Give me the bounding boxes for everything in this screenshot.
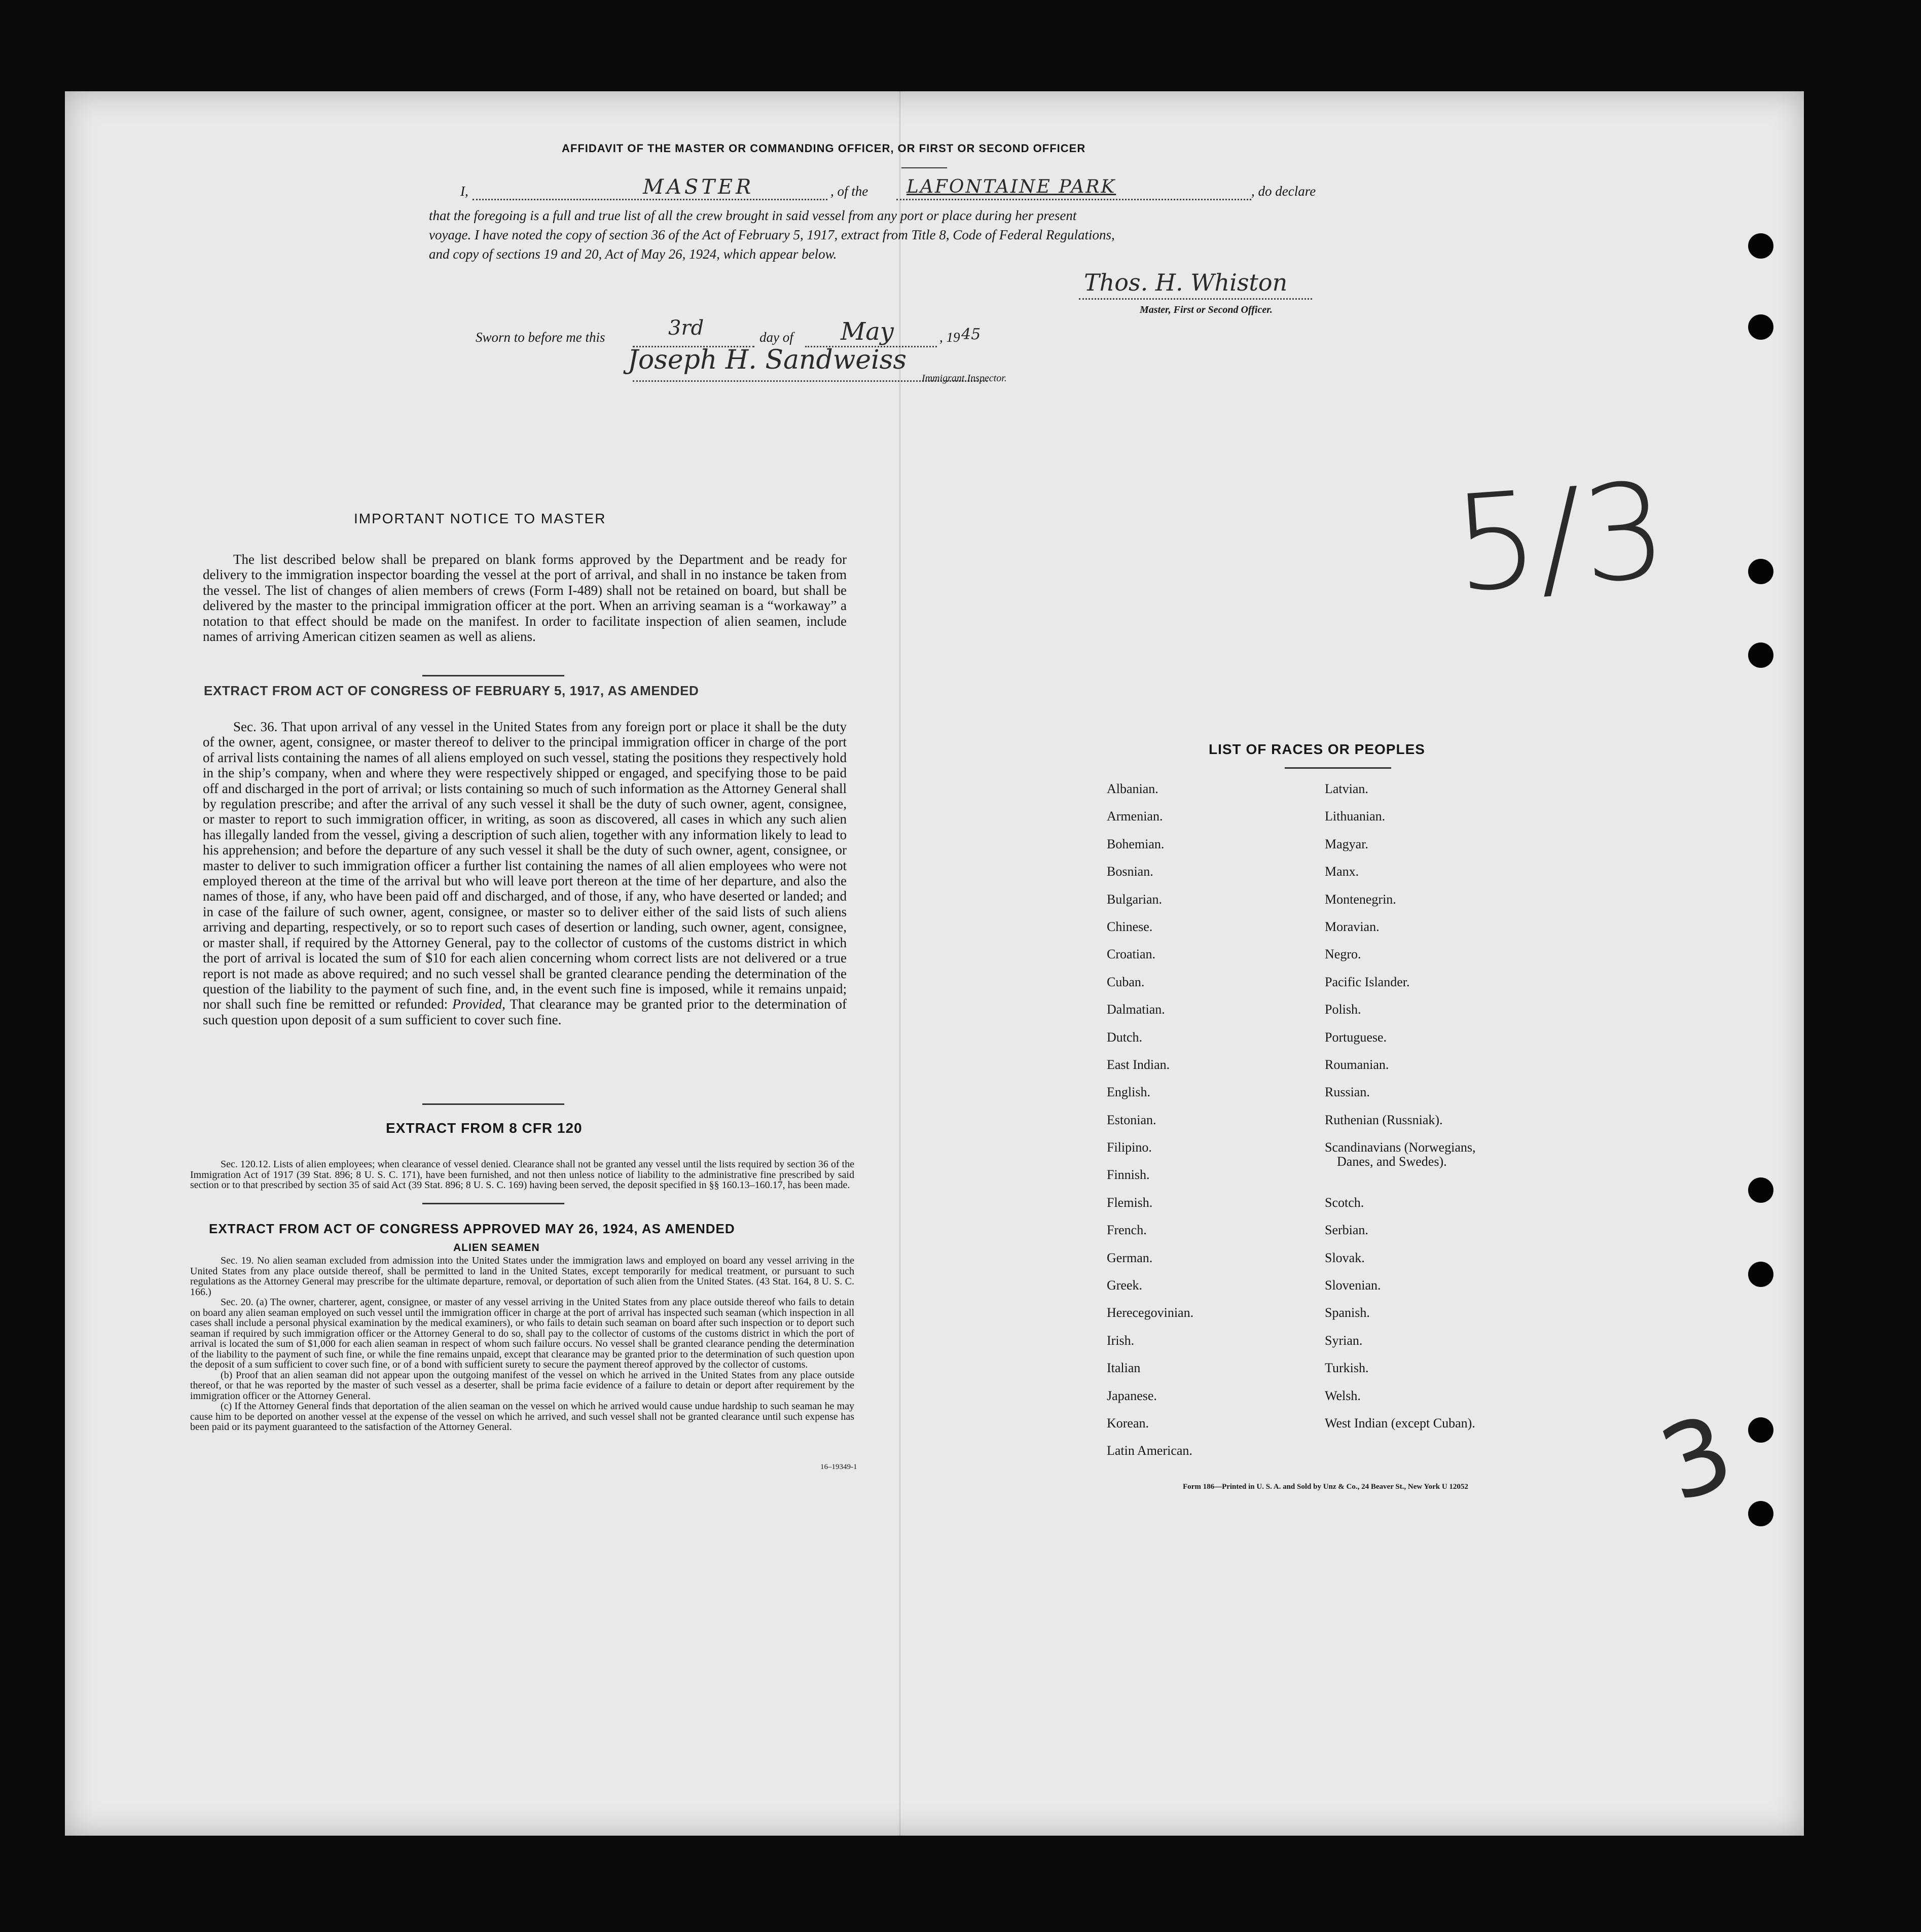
race-item: Negro.	[1325, 947, 1361, 962]
race-item: Dutch.	[1107, 1029, 1143, 1045]
race-item: Syrian.	[1325, 1333, 1363, 1348]
form-code: 16–19349-1	[820, 1463, 857, 1471]
notice-text: The list described below shall be prepared on blank forms approved by the Department and be ready for delivery to the immigration inspector boarding the vessel at the port of arrival, and shall in no instance be taken from the vessel. The list of changes of alien members of crews (Form I-489) shall not be retained on board, but shall be delivered by the master to the principal immigration officer at the port. When an arriving seaman is a “workaway” a notation to that effect should be made on the manifest. In order to facilitate inspection of alien seamen, include names of arriving American citizen seamen as well as aliens.	[203, 552, 847, 645]
punch-hole	[1748, 642, 1773, 668]
race-item: English.	[1107, 1085, 1150, 1100]
officer-title-line	[473, 199, 827, 200]
race-item: Slovenian.	[1325, 1278, 1381, 1293]
race-item: Armenian.	[1107, 809, 1163, 824]
statement-line-3: and copy of sections 19 and 20, Act of May 26, 1924, which appear below.	[429, 246, 837, 262]
race-item: Croatian.	[1107, 947, 1156, 962]
race-item: Korean.	[1107, 1415, 1149, 1430]
document-page	[65, 91, 1804, 1836]
race-item: Chinese.	[1107, 919, 1153, 934]
race-item: Welsh.	[1325, 1388, 1361, 1403]
punch-hole	[1748, 1262, 1773, 1287]
race-item: Bosnian.	[1107, 864, 1153, 879]
race-item: Latin American.	[1107, 1443, 1192, 1458]
inspector-caption: Immigrant Inspector.	[922, 373, 1007, 384]
master-signature: Thos. H. Whiston	[1084, 269, 1288, 296]
race-item: Ruthenian (Russniak).	[1325, 1112, 1443, 1127]
punch-hole	[1748, 233, 1773, 259]
declaration-line	[460, 175, 1322, 204]
race-item: Latvian.	[1325, 781, 1368, 796]
punch-hole	[1748, 1177, 1773, 1203]
affidavit-title: AFFIDAVIT OF THE MASTER OR COMMANDING OFFICER, OR FIRST OR SECOND OFFICER	[562, 142, 1086, 155]
sec-20b-text: (b) Proof that an alien seaman did not appear upon the outgoing manifest of the vessel on which he arrived in the United States from any place outside thereof, or that he was reported by the master of such vessel as a deserter, shall be prima facie evidence of a failure to detain or deport after requirement by the immigration officer or the Attorney General.	[190, 1369, 854, 1402]
sworn-month-handwritten: May	[841, 317, 894, 346]
race-item: East Indian.	[1107, 1057, 1170, 1072]
race-item: Scandinavians (Norwegians,	[1325, 1140, 1476, 1155]
punch-hole	[1748, 314, 1773, 340]
sworn-label: Sworn to before me this	[476, 330, 605, 345]
race-item: Albanian.	[1107, 781, 1158, 796]
race-item: Lithuanian.	[1325, 809, 1386, 824]
extract-1917-text	[203, 719, 847, 1027]
extract-cfr-text: Sec. 120.12. Lists of alien employees; when clearance of vessel denied. Clearance shall not be granted any vessel until the lists required by section 36 of the Immigration Act of 1917 (39 Stat. 896; 8 U. S. C. 171), have been furnished, and not then unless notice of liability to the administrative fine prescribed by said section or to that prescribed by section 35 of said Act (39 Stat. 896; 8 U. S. C. 169) having been served, the deposit specified in §§ 160.13–160.17, has been made.	[190, 1159, 854, 1191]
day-of-label: day of	[759, 330, 793, 345]
race-item: Russian.	[1325, 1085, 1370, 1100]
race-item: Bohemian.	[1107, 836, 1165, 851]
race-item: Scotch.	[1325, 1195, 1364, 1210]
handwritten-corner-number: 3	[1646, 1392, 1748, 1525]
statement-line-1: that the foregoing is a full and true list of all the crew brought in said vessel from any port or place during her present	[429, 208, 1077, 223]
race-item: Finnish.	[1107, 1167, 1150, 1183]
extract-cfr-rule	[422, 1203, 564, 1204]
vessel-name-handwritten: LAFONTAINE PARK	[907, 176, 1116, 197]
title-rule	[901, 167, 947, 168]
do-declare-label: , do declare	[1251, 184, 1316, 199]
race-item: Serbian.	[1325, 1223, 1368, 1238]
race-item: Estonian.	[1107, 1112, 1156, 1127]
handwritten-sheet-number: 5/3	[1448, 454, 1672, 622]
race-item: Slovak.	[1325, 1250, 1365, 1265]
races-right-column	[1325, 782, 1475, 1444]
year-suffix-handwritten: 45	[961, 326, 981, 343]
race-item: Greek.	[1107, 1278, 1143, 1293]
race-item: Pacific Islander.	[1325, 974, 1410, 989]
punch-hole	[1748, 1501, 1773, 1526]
punch-hole	[1748, 1417, 1773, 1443]
sworn-day-handwritten: 3rd	[668, 316, 704, 340]
sec-20c-text: (c) If the Attorney General finds that deportation of the alien seaman on the vessel on which he arrived would cause undue hardship to such seaman he may cause him to be deported on another vessel at the expense of the vessel on which he arrived, and such vessel shall not be granted clearance until such expense has been paid or its payment guaranteed to the satisfaction of the Attorney General.	[190, 1401, 854, 1433]
sec-19-text: Sec. 19. No alien seaman excluded from admission into the United States under the immigration laws and employed on board any vessel arriving in the United States from any place outside thereof, shall be permitted to land in the United States, except temporarily for medical treatment, or pursuant to such regulations as the Attorney General may prescribe for the ultimate departure, removal, or deportation of such alien from the United States. (43 Stat. 164, 8 U. S. C. 166.)	[190, 1255, 854, 1298]
sec-36-text: Sec. 36. That upon arrival of any vessel in the United States from any foreign port or place it shall be the duty of the owner, agent, consignee, or master thereof to deliver to the principal immigration officer in charge of the port of arrival lists containing the names of all aliens employed on such vessel, stating the positions they respectively hold in the ship’s company, when and where they were respectively shipped or engaged, and specifying those to be paid off and discharged in the port of arrival; or lists containing so much of such information as the Attorney General shall by regulation prescribe; and after the arrival of any such vessel it shall be the duty of such owner, agent, consignee, or master to report to such immigration officer, in writing, as soon as discovered, all cases in which any such alien has illegally landed from the vessel, giving a description of such alien, together with any information likely to lead to his apprehension; and before the departure of any such vessel it shall be the duty of such owner, agent, consignee, or master to deliver to such immigration officer a further list containing the names of all alien employees who were not employed thereon at the time of the arrival but who will leave port thereon at the time of her departure, and also the names of those, if any, who have been paid off and discharged, and of those, if any, who have deserted or landed; and in case of the failure of such owner, agent, consignee, or master so to deliver either of the said lists of such aliens arriving and departing, respectively, or so to report such cases of desertion or landing, such owner, agent, consignee, or master shall, if required by the Attorney General, pay to the collector of customs of the customs district in which the port of arrival is located the sum of $10 for each alien concerning whom correct lists are not delivered or a true report is not made as above required; and no such vessel shall be granted clearance pending the determination of the question of the liability to the payment of such fine, and, in the event such fine is imposed, while it remains unpaid; nor shall such fine be remitted or refunded:	[203, 719, 847, 1012]
race-item: Italian	[1107, 1361, 1141, 1376]
sec-36-text-end: That clearance may be granted prior to the determination of such question upon deposit of a sum sufficient to cover such fine.	[203, 996, 847, 1027]
race-item: French.	[1107, 1223, 1147, 1238]
race-item: Spanish.	[1325, 1305, 1370, 1320]
race-item: Portuguese.	[1325, 1029, 1387, 1045]
year-prefix: , 19	[939, 330, 960, 345]
race-item: Dalmatian.	[1107, 1002, 1165, 1017]
race-item: Flemish.	[1107, 1195, 1153, 1210]
extract-1917-rule	[422, 1103, 564, 1105]
race-item: Polish.	[1325, 1002, 1361, 1017]
affidavit-statement	[429, 206, 1331, 264]
vessel-name-line	[896, 199, 1251, 200]
officer-title-handwritten: MASTER	[643, 175, 754, 199]
races-rule	[1285, 767, 1391, 769]
race-item: Roumanian.	[1325, 1057, 1389, 1072]
punch-hole	[1748, 559, 1773, 584]
race-item: Montenegrin.	[1325, 891, 1396, 907]
races-left-column	[1107, 782, 1193, 1472]
statement-line-2: voyage. I have noted the copy of section 36 of the Act of February 5, 1917, extract from Title 8, Code of Federal Regulations,	[429, 227, 1115, 242]
master-caption: Master, First or Second Officer.	[1140, 304, 1273, 315]
master-signature-line	[1079, 298, 1312, 300]
race-item: Filipino.	[1107, 1140, 1152, 1155]
race-item: Turkish.	[1325, 1361, 1369, 1376]
race-item: Moravian.	[1325, 919, 1380, 934]
of-the-label: , of the	[830, 184, 868, 199]
race-item: Herecegovinian.	[1107, 1305, 1194, 1320]
race-item: Danes, and Swedes).	[1337, 1154, 1447, 1169]
extract-1924-title: EXTRACT FROM ACT OF CONGRESS APPROVED MAY 26, 1924, AS AMENDED	[209, 1221, 735, 1236]
sec-20a-text: Sec. 20. (a) The owner, charterer, agent, consignee, or master of any vessel arriving in the United States from any place outside thereof who fails to detain on board any alien seaman employed on such vessel until the immigration officer in charge at the port of arrival has inspected such seaman (which inspection in all cases shall include a personal physical examination by the medical examiners), or who fails to detain such seaman on board after such inspection or to deport such seaman if required by such immigration officer or the Attorney General to do so, shall pay to the collector of customs of the customs district in which the port of arrival is located the sum of $1,000 for each alien seaman in respect of whom such failure occurs. No vessel shall be granted clearance pending the determination of the liability to the payment of such fine, or while the fine remains unpaid, except that clearance may be granted prior to the determination of such question upon the deposit of a sum sufficient to cover such fine, or of a bond with sufficient surety to secure the payment thereof approved by the collector of customs.	[190, 1297, 854, 1370]
notice-rule	[422, 675, 564, 676]
inspector-signature: Joseph H. Sandweiss	[628, 345, 907, 375]
race-item: German.	[1107, 1250, 1153, 1265]
extract-1917-title: EXTRACT FROM ACT OF CONGRESS OF FEBRUARY 5, 1917, AS AMENDED	[204, 683, 699, 698]
extract-cfr-title: EXTRACT FROM 8 CFR 120	[386, 1120, 583, 1136]
races-title: LIST OF RACES OR PEOPLES	[1209, 741, 1425, 757]
race-item: West Indian (except Cuban).	[1325, 1416, 1475, 1430]
race-item: Irish.	[1107, 1333, 1135, 1348]
race-item: Manx.	[1325, 864, 1359, 879]
provided-italic: Provided,	[452, 996, 505, 1012]
extract-1924-body	[190, 1256, 854, 1433]
form-footer: Form 186—Printed in U. S. A. and Sold by Unz & Co., 24 Beaver St., New York U 12052	[1183, 1483, 1468, 1491]
race-item: Japanese.	[1107, 1388, 1157, 1403]
race-item: Bulgarian.	[1107, 891, 1163, 907]
race-item: Magyar.	[1325, 836, 1368, 851]
notice-title: IMPORTANT NOTICE TO MASTER	[354, 511, 606, 526]
race-item: Cuban.	[1107, 974, 1145, 989]
extract-1924-subtitle: ALIEN SEAMEN	[453, 1242, 540, 1254]
i-label: I,	[460, 184, 468, 199]
